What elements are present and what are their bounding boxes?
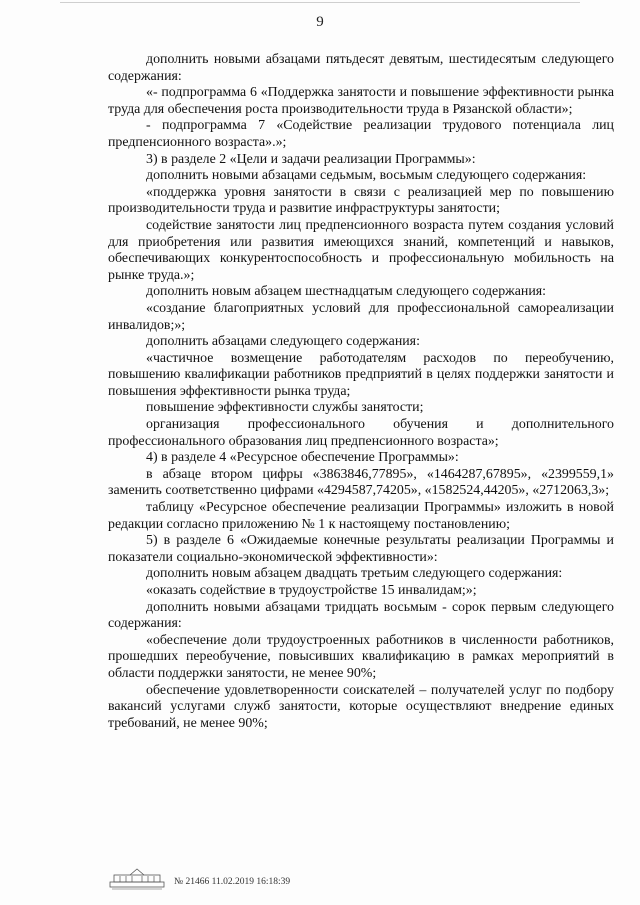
paragraph: дополнить абзацами следующего содержания: [146, 334, 420, 350]
paragraph: в абзаце втором цифры «3863846,77895», «1464287,67895», «2399559,1» заменить соответственно цифрами «4294587,74205», «1582524,44205», «2712063,3»; [108, 466, 614, 499]
paragraph: дополнить новым абзацем двадцать третьим следующего содержания: [146, 566, 563, 582]
paragraph: 5) в разделе 6 «Ожидаемые конечные результаты реализации Программы и показатели социально-экономической эффективности»: [108, 533, 614, 565]
document-footer [108, 876, 408, 896]
paragraph: содействие занятости лиц предпенсионного возраста путем создания условий для приобретения или развития имеющихся знаний, компетенций и навыков, обеспечивающих конкурентоспособность и профессиональную мобильность на рынке труда.»; [108, 217, 614, 283]
paragraph: дополнить новым абзацем шестнадцатым следующего содержания: [146, 284, 547, 300]
paragraph: «создание благоприятных условий для профессиональной самореализации инвалидов;»; [108, 300, 614, 333]
paragraph: 3) в разделе 2 «Цели и задачи реализации Программы»: [146, 151, 476, 167]
paragraph: 4) в разделе 4 «Ресурсное обеспечение Программы»: [146, 450, 459, 466]
scan-edge-line [60, 2, 580, 3]
paragraph: «обеспечение доли трудоустроенных работников в численности работников, прошедших переобучение, повысивших квалификацию в рамках мероприятий в области поддержки занятости, не менее 90%; [108, 632, 614, 681]
paragraph: «оказать содействие в трудоустройстве 15 инвалидам;»; [146, 583, 477, 598]
paragraph: дополнить новыми абзацами пятьдесят девятым, шестидесятым следующего содержания: [108, 52, 614, 84]
page-number: 9 [316, 14, 324, 30]
paragraph: обеспечение удовлетворенности соискателей – получателей услуг по подбору вакансий услугами служб занятости, которые осуществляют внедрение единых требований, не менее 90%; [108, 682, 614, 731]
paragraph: повышение эффективности службы занятости; [146, 400, 424, 416]
paragraph: организация профессионального обучения и дополнительного профессионального образования лиц предпенсионного возраста»; [108, 417, 614, 449]
government-building-stamp-icon [108, 868, 166, 890]
paragraph: таблицу «Ресурсное обеспечение реализации Программы» изложить в новой редакции согласно приложению № 1 к настоящему постановлению; [108, 500, 614, 532]
paragraph: «поддержка уровня занятости в связи с реализацией мер по повышению производительности труда и развитие инфраструктуры занятости; [108, 184, 614, 217]
paragraph: - подпрограмма 7 «Содействие реализации трудового потенциала лиц предпенсионного возраста».»; [108, 118, 614, 150]
paragraph: «частичное возмещение работодателям расходов по переобучению, повышению квалификации работников предприятий в целях поддержки занятости и повышения эффективности рынка труда; [108, 350, 614, 399]
paragraph: дополнить новыми абзацами седьмым, восьмым следующего содержания: [146, 168, 587, 184]
paragraph: «- подпрограмма 6 «Поддержка занятости и повышение эффективности рынка труда для обеспечения роста производительности труда в Рязанской области»; [108, 85, 614, 117]
document-body [108, 52, 614, 732]
paragraph: дополнить новыми абзацами тридцать восьмым - сорок первым следующего содержания: [108, 599, 614, 632]
registration-number: № 21466 11.02.2019 16:18:39 [174, 877, 291, 887]
